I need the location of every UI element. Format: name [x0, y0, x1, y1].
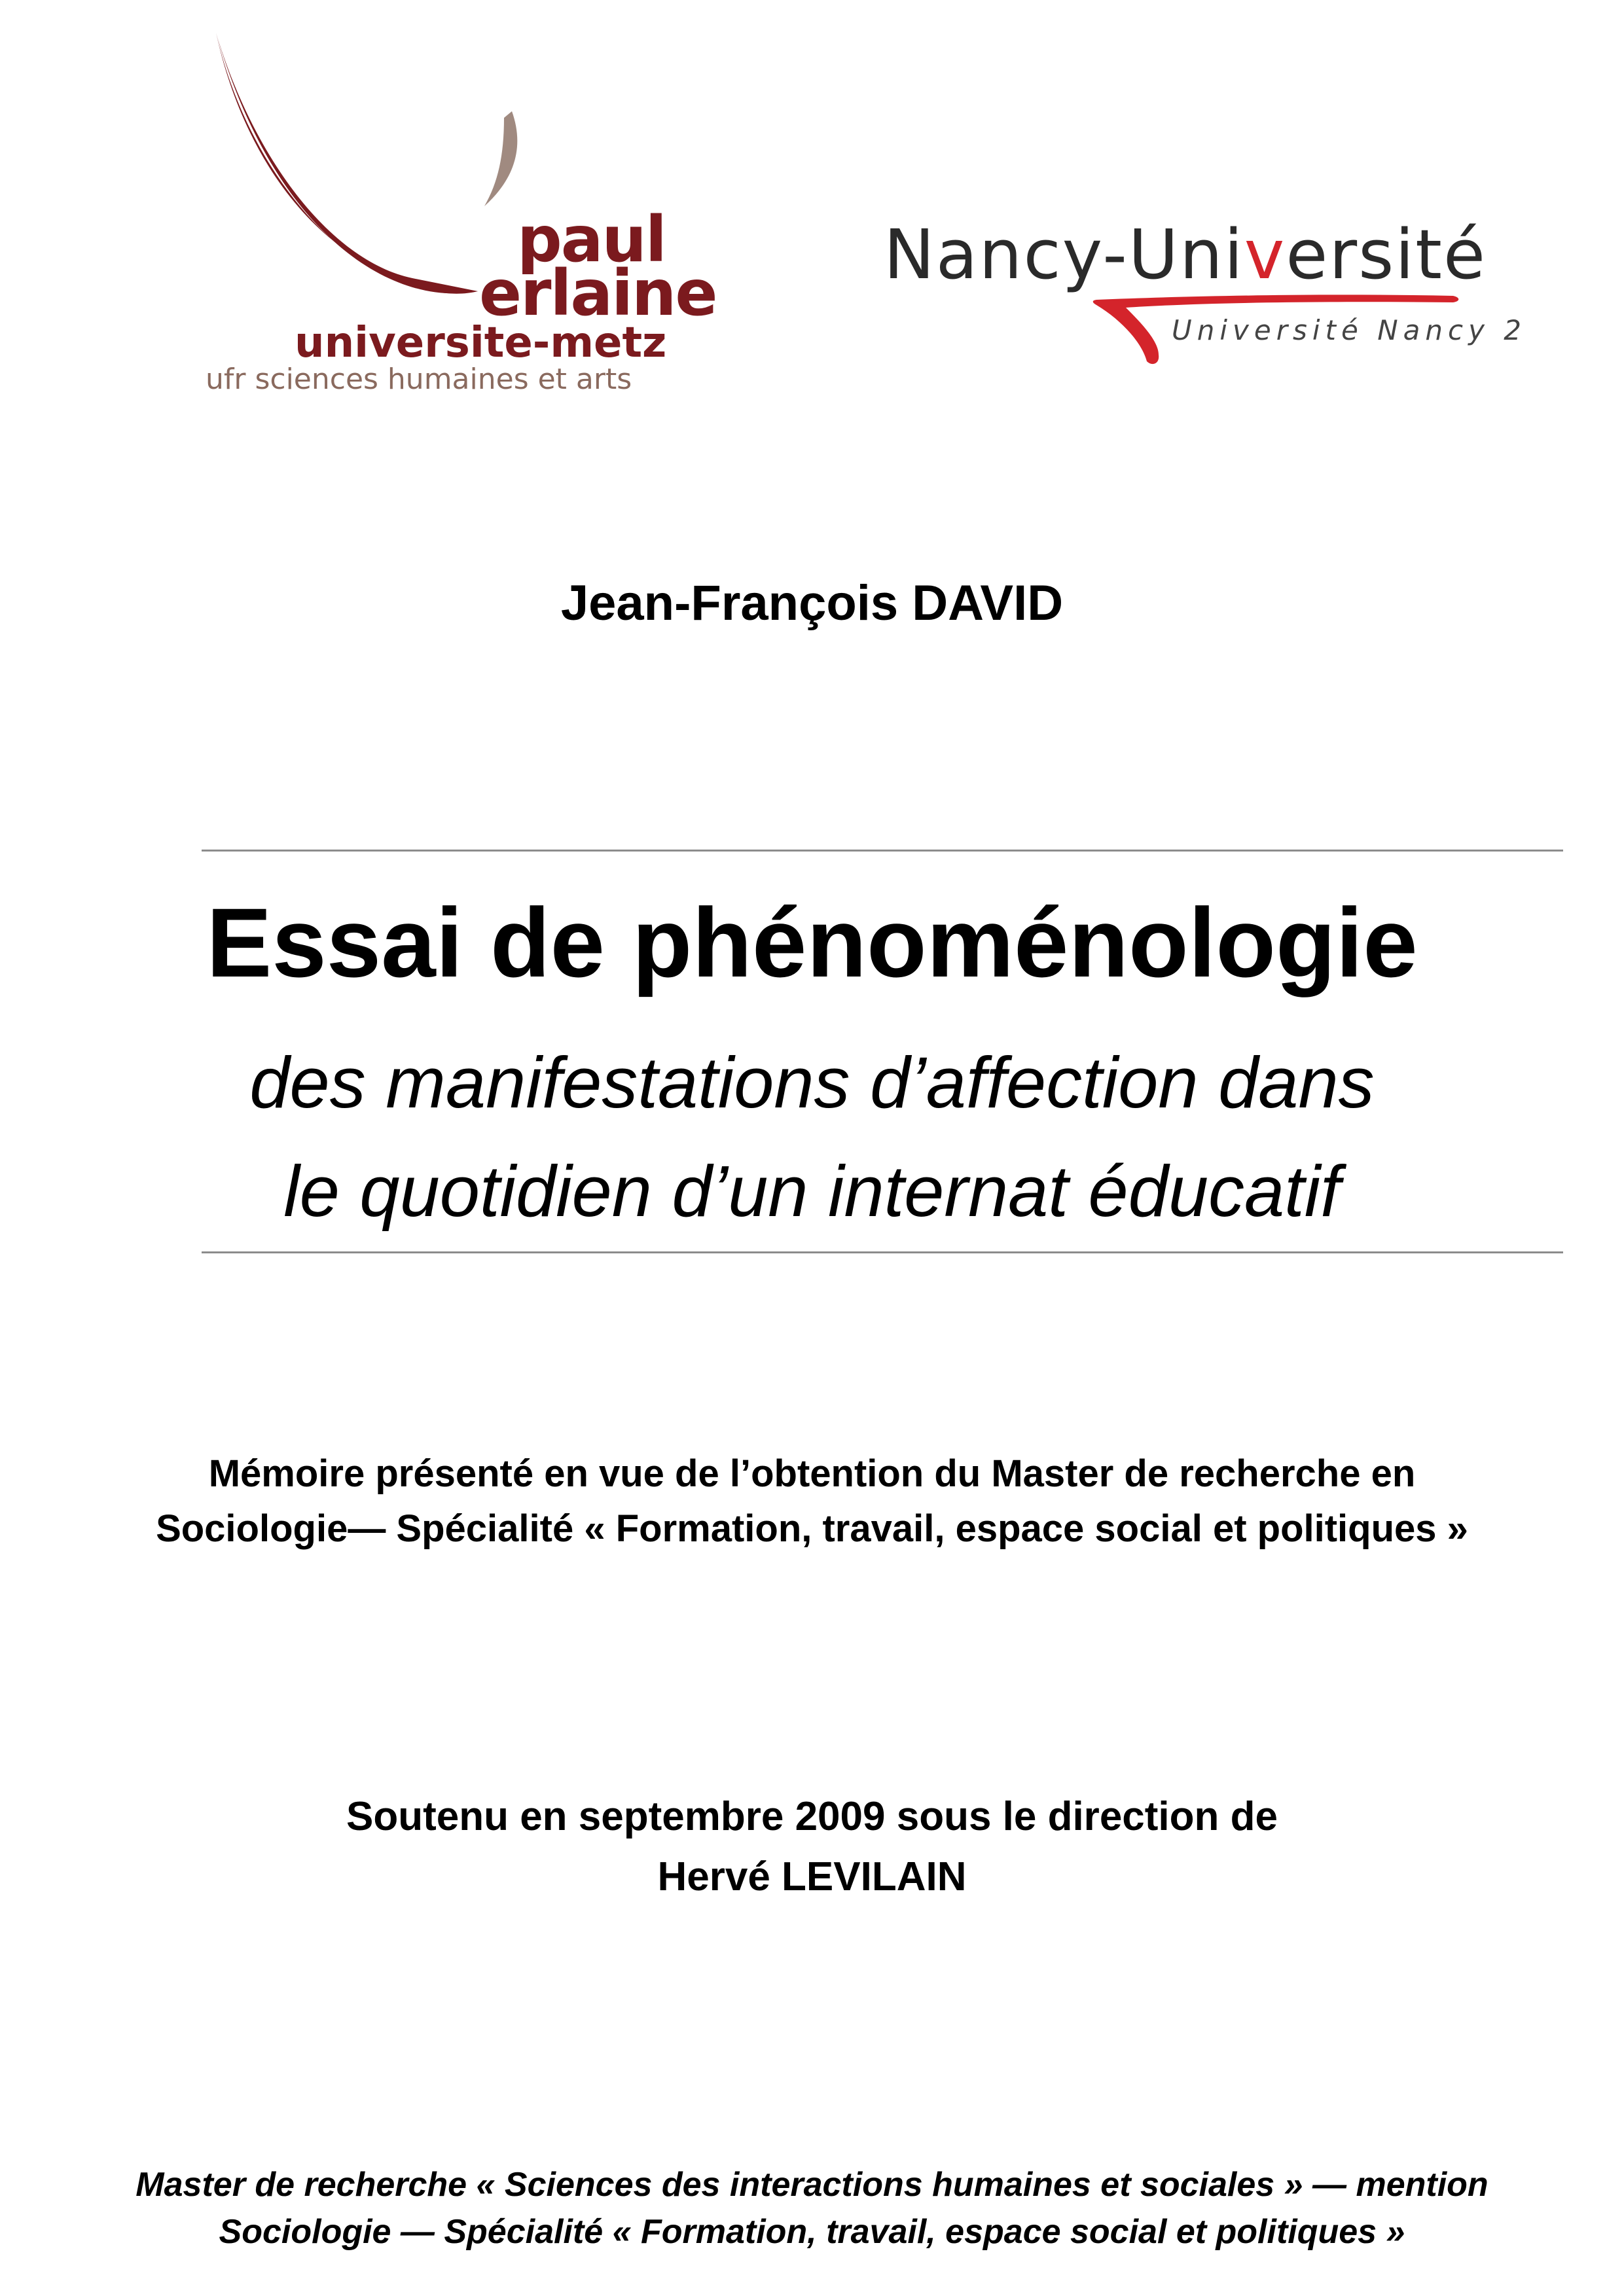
nancy-logo-subtitle: Université Nancy 2	[1172, 314, 1526, 346]
verlaine-logo-text-erlaine: erlaine	[479, 257, 717, 330]
memoire-line-1: Mémoire présenté en vue de l’obtention du Master de recherche en	[208, 1452, 1416, 1495]
footer-line-1: Master de recherche « Sciences des interactions humaines et sociales » — mention	[135, 2166, 1489, 2204]
paul-verlaine-logo	[196, 20, 717, 396]
verlaine-logo-text-paul: paul	[517, 203, 666, 276]
nancy-universite-logo	[864, 209, 1538, 380]
subtitle-line-2: le quotidien d’un internat éducatif	[283, 1151, 1341, 1232]
verlaine-logo-text-ufr: ufr sciences humaines et arts	[206, 363, 632, 396]
page-subtitle	[0, 1029, 1624, 1246]
title-divider-bottom	[202, 1251, 1563, 1253]
page-title: Essai de phénoménologie	[206, 888, 1418, 997]
author-name: Jean-François DAVID	[560, 575, 1064, 631]
nancy-logo-name: Nancy-Université	[884, 215, 1487, 295]
footer-line-2: Sociologie — Spécialité « Formation, travail, espace social et politiques »	[219, 2213, 1405, 2251]
defense-statement	[0, 1787, 1624, 1907]
page-footer	[0, 2161, 1624, 2255]
verlaine-logo-text-universite: universite-metz	[295, 319, 667, 367]
memoire-line-2: Sociologie— Spécialité « Formation, travail, espace social et politiques »	[156, 1507, 1468, 1550]
title-divider-top	[202, 850, 1563, 852]
memoire-statement	[0, 1446, 1624, 1556]
supervisor-name: Hervé LEVILAIN	[657, 1854, 967, 1899]
subtitle-line-1: des manifestations d’affection dans	[249, 1043, 1375, 1123]
defense-line-1: Soutenu en septembre 2009 sous le direction de	[346, 1794, 1278, 1839]
